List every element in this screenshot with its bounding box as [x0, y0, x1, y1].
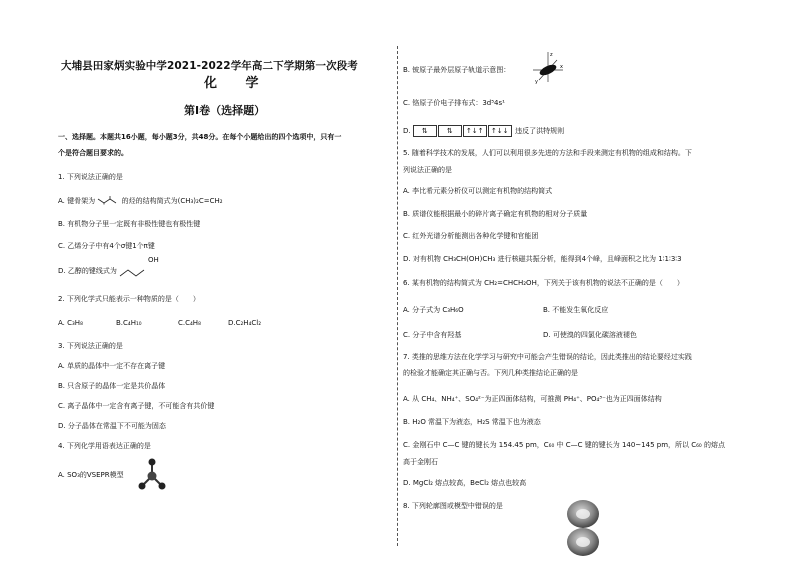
- q2-stem: 2. 下列化学式只能表示一种物质的是（ ）: [58, 295, 200, 303]
- q4-option-b: B. 铍原子最外层原子轨道示意图：: [403, 66, 511, 74]
- q5-option-d: D. 对有机物 CH₃CH(OH)CH₃ 进行核磁共振分析，能得到4个峰，且峰面积之比为 1∶1∶3∶3: [403, 255, 682, 263]
- q2-option-c: C.C₄H₈: [178, 319, 201, 327]
- orbital-cell: ↑↓↓: [488, 125, 512, 137]
- orbital-cell: ⇅: [438, 125, 462, 137]
- q1-option-a-prefix: A. 键骨架为: [58, 197, 96, 205]
- part-title: 第Ⅰ卷（选择题）: [184, 104, 266, 117]
- q7-option-c-line-2: 高于金刚石: [403, 458, 438, 466]
- exam-title: 大埔县田家炳实验中学2021-2022学年高二下学期第一次段考: [61, 60, 358, 72]
- q1-stem: 1. 下列说法正确的是: [58, 173, 123, 181]
- orbital-cell: ↑↓↑: [463, 125, 487, 137]
- dumbbell-orbital-icon: [563, 498, 603, 558]
- vsepr-model-icon: [138, 458, 166, 494]
- q4-option-a: A. SO₃的VSEPR模型: [58, 471, 124, 479]
- q3-stem: 3. 下列说法正确的是: [58, 342, 123, 350]
- q1-option-a: [58, 196, 223, 206]
- q4-stem: 4. 下列化学用语表达正确的是: [58, 442, 151, 450]
- q8-stem: 8. 下列轮廓图或模型中错误的是: [403, 502, 503, 510]
- q1-option-a-suffix: 的烃的结构简式为(CH₃)₂C=CH₂: [121, 197, 223, 205]
- orbital-cell: ⇅: [413, 125, 437, 137]
- q5-stem-line-1: 5. 随着科学技术的发展，人们可以利用很多先进的方法和手段来测定有机物的组成和结构。下: [403, 149, 692, 157]
- q1-option-d-prefix: D. 乙醇的键线式为: [58, 267, 117, 275]
- q1-option-c: C. 乙烯分子中有4个σ键1个π键: [58, 242, 155, 250]
- q7-option-d: D. MgCl₂ 熔点较高，BeCl₂ 熔点也较高: [403, 479, 527, 487]
- q2-option-d: D.C₂H₄Cl₂: [228, 319, 262, 327]
- q7-option-c-line-1: C. 金刚石中 C—C 键的键长为 154.45 pm，C₆₀ 中 C—C 键的键长为 140~145 pm，所以 C₆₀ 的熔点: [403, 441, 725, 449]
- q5-option-c: C. 红外光谱分析能测出各种化学键和官能团: [403, 232, 539, 240]
- q6-option-c: C. 分子中含有羟基: [403, 331, 462, 339]
- q3-option-b: B. 只含原子的晶体一定是共价晶体: [58, 382, 166, 390]
- q7-stem-line-2: 的检验才能确定其正确与否。下列几种类推结论正确的是: [403, 369, 578, 377]
- q5-option-b: B. 质谱仪能根据最小的碎片离子确定有机物的相对分子质量: [403, 210, 588, 218]
- q7-stem-line-1: 7. 类推的思维方法在化学学习与研究中可能会产生错误的结论，因此类推出的结论要经过实践: [403, 353, 692, 361]
- q2-option-a: A. C₃H₈: [58, 319, 83, 327]
- line-formula-icon: [119, 264, 153, 278]
- q3-option-a: A. 单质的晶体中一定不存在离子键: [58, 362, 166, 370]
- q3-option-c: C. 离子晶体中一定含有离子键，不可能含有共价键: [58, 402, 215, 410]
- q1-option-b: B. 有机物分子里一定既有非极性键也有极性键: [58, 220, 201, 228]
- q3-option-d: D. 分子晶体在常温下不可能为固态: [58, 422, 166, 430]
- skeleton-formula-icon: [97, 196, 119, 206]
- q4-option-c: C. 铬原子价电子排布式：3d⁵4s¹: [403, 99, 505, 107]
- q6-stem: 6. 某有机物的结构简式为 CH₂=CHCH₂OH，下列关于该有机物的说法不正确的是（ ）: [403, 279, 684, 287]
- q4-option-d-prefix: D.: [403, 127, 411, 135]
- q7-option-b: B. H₂O 常温下为液态，H₂S 常温下也为液态: [403, 418, 541, 426]
- q6-option-d: D. 可使溴的四氯化碳溶液褪色: [543, 331, 637, 339]
- orbital-diagram-icon: [531, 50, 565, 84]
- q2-option-b: B.C₄H₁₀: [116, 319, 142, 327]
- q4-option-d: [403, 125, 564, 137]
- orbital-box-diagram: [413, 125, 513, 137]
- axis-label-z: z: [550, 52, 553, 58]
- q5-stem-line-2: 列说法正确的是: [403, 166, 452, 174]
- subject-title: 化 学: [204, 76, 271, 91]
- q1-oh-label: OH: [148, 256, 159, 264]
- axis-label-x: x: [560, 64, 563, 70]
- section-intro-line-1: 一、选择题。本题共16小题，每小题3分，共48分。在每个小题给出的四个选项中，只有一: [58, 133, 342, 141]
- axis-label-y: y: [535, 79, 538, 84]
- q6-option-a: A. 分子式为 C₃H₆O: [403, 306, 464, 314]
- q1-option-d: [58, 264, 153, 278]
- q7-option-a: A. 从 CH₄、NH₄⁺、SO₄²⁻为正四面体结构，可推测 PH₄⁺、PO₄³⁻也为正四面体结构: [403, 395, 662, 403]
- q4-option-d-suffix: 违反了洪特规则: [515, 127, 565, 135]
- section-intro-line-2: 个是符合题目要求的。: [58, 149, 128, 157]
- column-divider: [397, 46, 398, 546]
- q5-option-a: A. 李比希元素分析仪可以测定有机物的结构简式: [403, 187, 553, 195]
- q6-option-b: B. 不能发生氧化反应: [543, 306, 609, 314]
